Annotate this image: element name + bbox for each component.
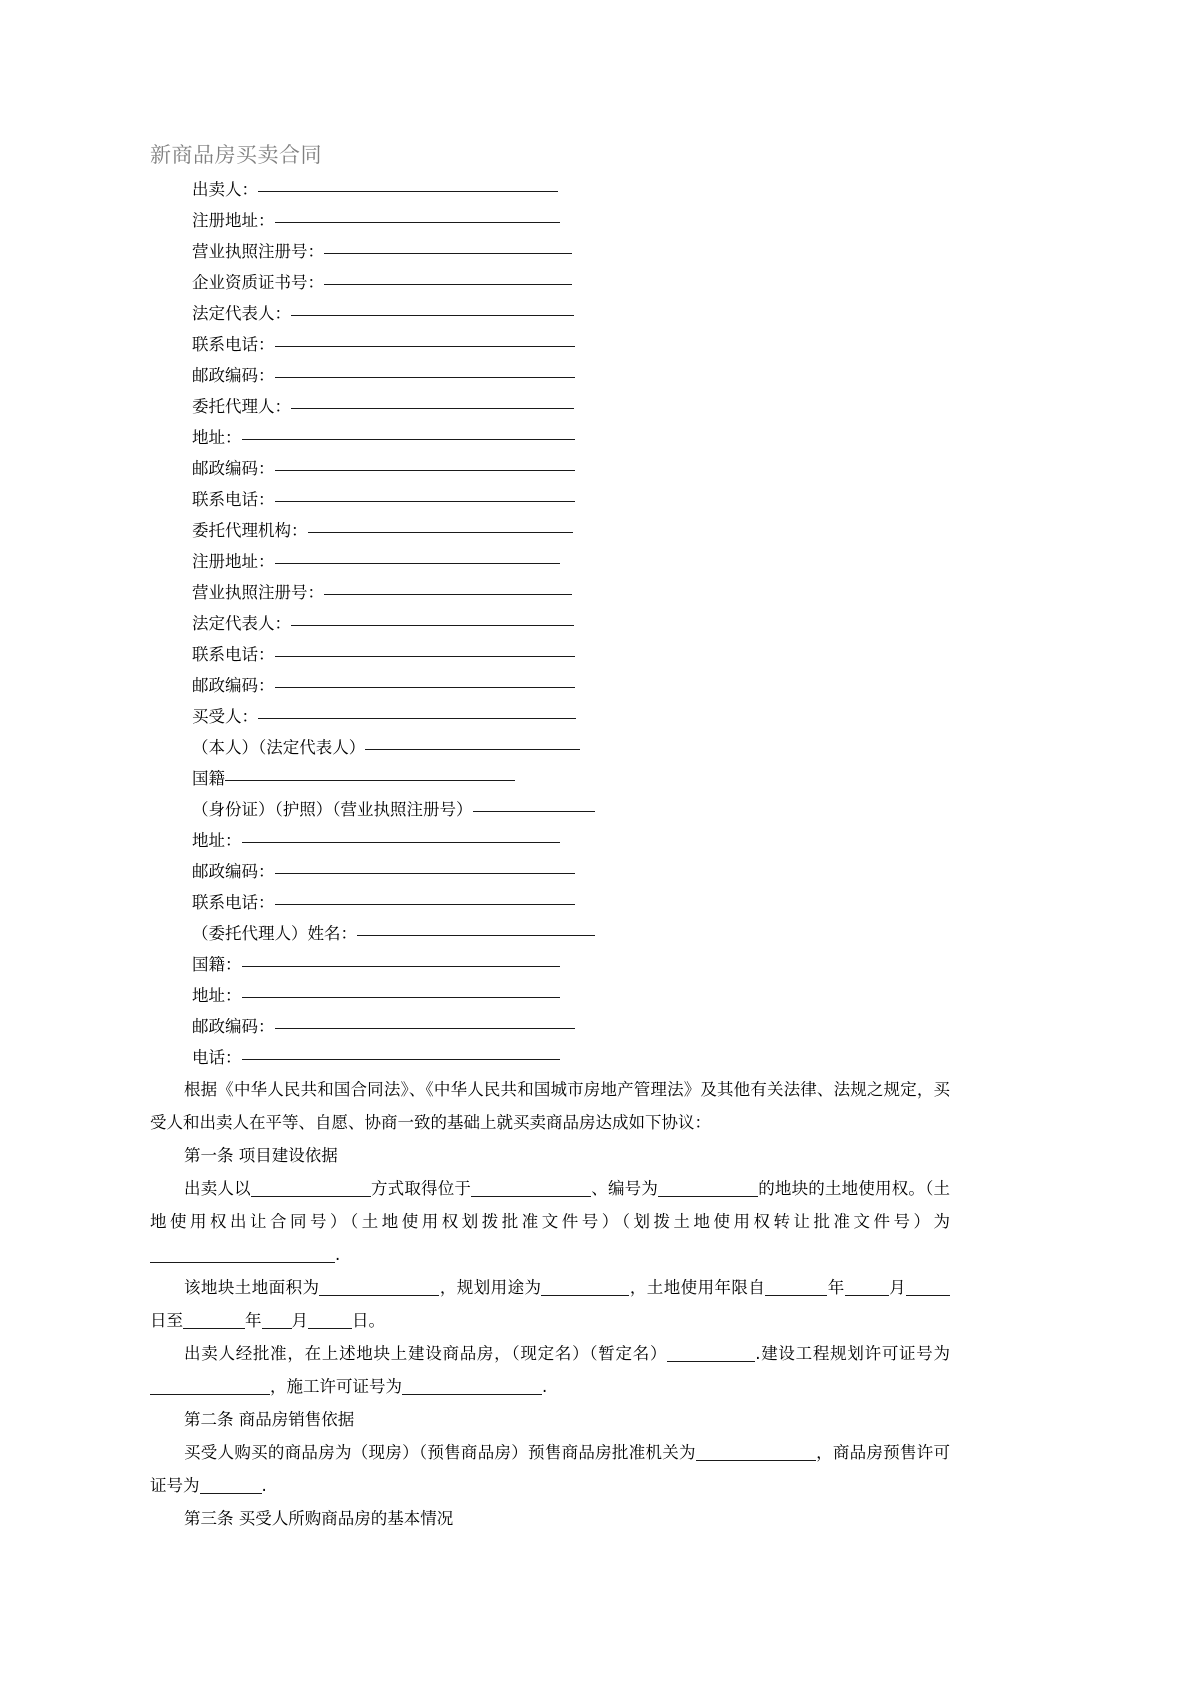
form-field-blank[interactable] (275, 1028, 575, 1029)
form-field-row (150, 546, 950, 577)
blank-land-acquisition-method[interactable] (251, 1196, 371, 1197)
form-field-blank[interactable] (242, 1059, 560, 1060)
form-field-label: 邮政编码： (192, 459, 275, 478)
text-segment: 买受人购买的商品房为（现房）（预售商品房）预售商品房批准机关为 (184, 1443, 696, 1462)
form-field-row (150, 236, 950, 267)
clause-1-paragraph-3 (150, 1337, 950, 1403)
party-information-form (150, 174, 950, 1073)
clause-2-heading: 第二条 商品房销售依据 (184, 1410, 355, 1429)
form-field-blank[interactable] (291, 315, 574, 316)
blank-planned-use[interactable] (541, 1295, 629, 1296)
form-field-row (150, 763, 950, 794)
form-field-blank[interactable] (275, 501, 575, 502)
text-segment: ，规划用途为 (439, 1278, 542, 1297)
form-field-blank[interactable] (225, 780, 515, 781)
form-field-label: 法定代表人： (192, 614, 291, 633)
form-field-row (150, 1011, 950, 1042)
text-segment: 年 (827, 1278, 845, 1297)
form-field-row (150, 422, 950, 453)
clause-1-paragraph-1 (150, 1172, 950, 1271)
form-field-row (150, 825, 950, 856)
clause-1-paragraph-2 (150, 1271, 950, 1337)
form-field-blank[interactable] (275, 377, 575, 378)
clause-3-heading: 第三条 买受人所购商品房的基本情况 (184, 1509, 454, 1528)
form-field-row (150, 453, 950, 484)
blank-term-start-year[interactable] (765, 1295, 827, 1296)
clause-2-paragraph-1 (150, 1436, 950, 1502)
form-field-label: 地址： (192, 831, 242, 850)
form-field-row (150, 639, 950, 670)
blank-presale-permit-number[interactable] (200, 1493, 262, 1494)
form-field-label: 联系电话： (192, 645, 275, 664)
text-segment: 方式取得位于 (370, 1179, 472, 1198)
form-field-blank[interactable] (291, 625, 574, 626)
blank-land-use-right-document-number[interactable] (150, 1262, 335, 1263)
form-field-blank[interactable] (242, 439, 575, 440)
form-field-label: 营业执照注册号： (192, 242, 324, 261)
text-segment: ，商品房预售许可证号为 (150, 1443, 951, 1495)
form-field-label: 法定代表人： (192, 304, 291, 323)
form-field-row (150, 1042, 950, 1073)
text-segment: 月 (888, 1278, 907, 1297)
text-segment: 日至 (150, 1311, 183, 1330)
text-segment: . (335, 1245, 341, 1264)
form-field-row (150, 980, 950, 1011)
form-field-blank[interactable] (324, 284, 572, 285)
form-field-row (150, 329, 950, 360)
blank-construction-permit-number[interactable] (402, 1394, 542, 1395)
clause-1-heading: 第一条 项目建设依据 (184, 1146, 338, 1165)
form-field-blank[interactable] (242, 842, 560, 843)
form-field-label: 联系电话： (192, 335, 275, 354)
form-field-blank[interactable] (275, 656, 575, 657)
form-field-row (150, 484, 950, 515)
form-field-row (150, 608, 950, 639)
form-field-blank[interactable] (275, 346, 575, 347)
preamble-paragraph: 根据《中华人民共和国合同法》、《中华人民共和国城市房地产管理法》及其他有关法律、法规之规定，买受人和出卖人在平等、自愿、协商一致的基础上就买卖商品房达成如下协议： (150, 1080, 950, 1132)
form-field-label: 地址： (192, 428, 242, 447)
text-segment: . (261, 1476, 267, 1495)
form-field-label: 联系电话： (192, 490, 275, 509)
form-field-row (150, 918, 950, 949)
text-segment: . (542, 1377, 548, 1396)
form-field-blank[interactable] (365, 749, 580, 750)
form-field-label: 企业资质证书号： (192, 273, 324, 292)
blank-land-area[interactable] (319, 1295, 439, 1296)
form-field-row (150, 794, 950, 825)
blank-term-end-day[interactable] (308, 1328, 352, 1329)
blank-term-end-year[interactable] (183, 1328, 245, 1329)
form-field-row (150, 701, 950, 732)
blank-land-number[interactable] (658, 1196, 758, 1197)
text-segment: 出卖人经批准，在上述地块上建设商品房，（现定名）（暂定名） (184, 1344, 668, 1363)
text-segment: 月 (291, 1311, 308, 1330)
form-field-row (150, 360, 950, 391)
form-field-label: 国籍： (192, 955, 242, 974)
form-field-label: 买受人： (192, 707, 258, 726)
form-field-blank[interactable] (357, 935, 595, 936)
form-field-row (150, 949, 950, 980)
form-field-blank[interactable] (291, 408, 574, 409)
form-field-row (150, 515, 950, 546)
text-segment: ，土地使用年限自 (629, 1278, 766, 1297)
text-segment: 该地块土地面积为 (184, 1278, 320, 1297)
blank-land-location[interactable] (471, 1196, 591, 1197)
blank-term-start-month[interactable] (845, 1295, 889, 1296)
blank-construction-planning-permit-number[interactable] (150, 1394, 270, 1395)
form-field-blank[interactable] (324, 594, 572, 595)
form-field-label: 营业执照注册号： (192, 583, 324, 602)
form-field-label: （本人）（法定代表人） (192, 738, 366, 757)
form-field-blank[interactable] (275, 873, 575, 874)
text-segment: .建设工程规划许可证号为 (755, 1344, 951, 1363)
form-field-blank[interactable] (275, 563, 560, 564)
form-field-blank[interactable] (242, 966, 560, 967)
form-field-label: 邮政编码： (192, 676, 275, 695)
form-field-row (150, 856, 950, 887)
form-field-label: 出卖人： (192, 180, 258, 199)
text-segment: 的地块的土地使用权。（土地使用权出让合同号）（土地使用权划拨批准文件号）（划拨土地使用权转让批准文件号）为 (150, 1179, 950, 1231)
form-field-label: 注册地址： (192, 211, 275, 230)
form-field-blank[interactable] (275, 222, 560, 223)
form-field-row (150, 732, 950, 763)
form-field-row (150, 887, 950, 918)
form-field-label: 电话： (192, 1048, 242, 1067)
blank-term-end-month[interactable] (262, 1328, 292, 1329)
text-segment: 年 (245, 1311, 262, 1330)
form-field-label: 注册地址： (192, 552, 275, 571)
form-field-label: 国籍 (192, 769, 225, 788)
form-field-label: 邮政编码： (192, 366, 275, 385)
blank-presale-approval-authority[interactable] (696, 1460, 816, 1461)
form-field-row (150, 670, 950, 701)
form-field-label: 委托代理人： (192, 397, 291, 416)
text-segment: 日。 (352, 1311, 385, 1330)
form-field-row (150, 174, 950, 205)
form-field-label: 地址： (192, 986, 242, 1005)
form-field-row (150, 391, 950, 422)
form-field-row (150, 298, 950, 329)
form-field-blank[interactable] (258, 191, 558, 192)
document-content (150, 138, 950, 1535)
form-field-row (150, 577, 950, 608)
form-field-blank[interactable] (275, 904, 575, 905)
form-field-blank[interactable] (258, 718, 576, 719)
text-segment: ，施工许可证号为 (270, 1377, 402, 1396)
form-field-blank[interactable] (324, 253, 572, 254)
form-field-label: 委托代理机构： (192, 521, 308, 540)
form-field-blank[interactable] (473, 811, 595, 812)
text-segment: 、编号为 (591, 1179, 658, 1198)
form-field-row (150, 205, 950, 236)
form-field-label: 邮政编码： (192, 862, 275, 881)
form-field-label: （委托代理人）姓名： (192, 924, 357, 943)
page-title: 新商品房买卖合同 (150, 143, 322, 167)
form-field-blank[interactable] (275, 687, 575, 688)
text-segment: 出卖人以 (184, 1179, 251, 1198)
form-field-label: 邮政编码： (192, 1017, 275, 1036)
form-field-blank[interactable] (308, 532, 573, 533)
form-field-label: 联系电话： (192, 893, 275, 912)
blank-project-name[interactable] (667, 1361, 755, 1362)
blank-term-start-day[interactable] (906, 1295, 950, 1296)
form-field-blank[interactable] (275, 470, 575, 471)
form-field-label: （身份证）（护照）（营业执照注册号） (192, 800, 473, 819)
form-field-blank[interactable] (242, 997, 560, 998)
form-field-row (150, 267, 950, 298)
